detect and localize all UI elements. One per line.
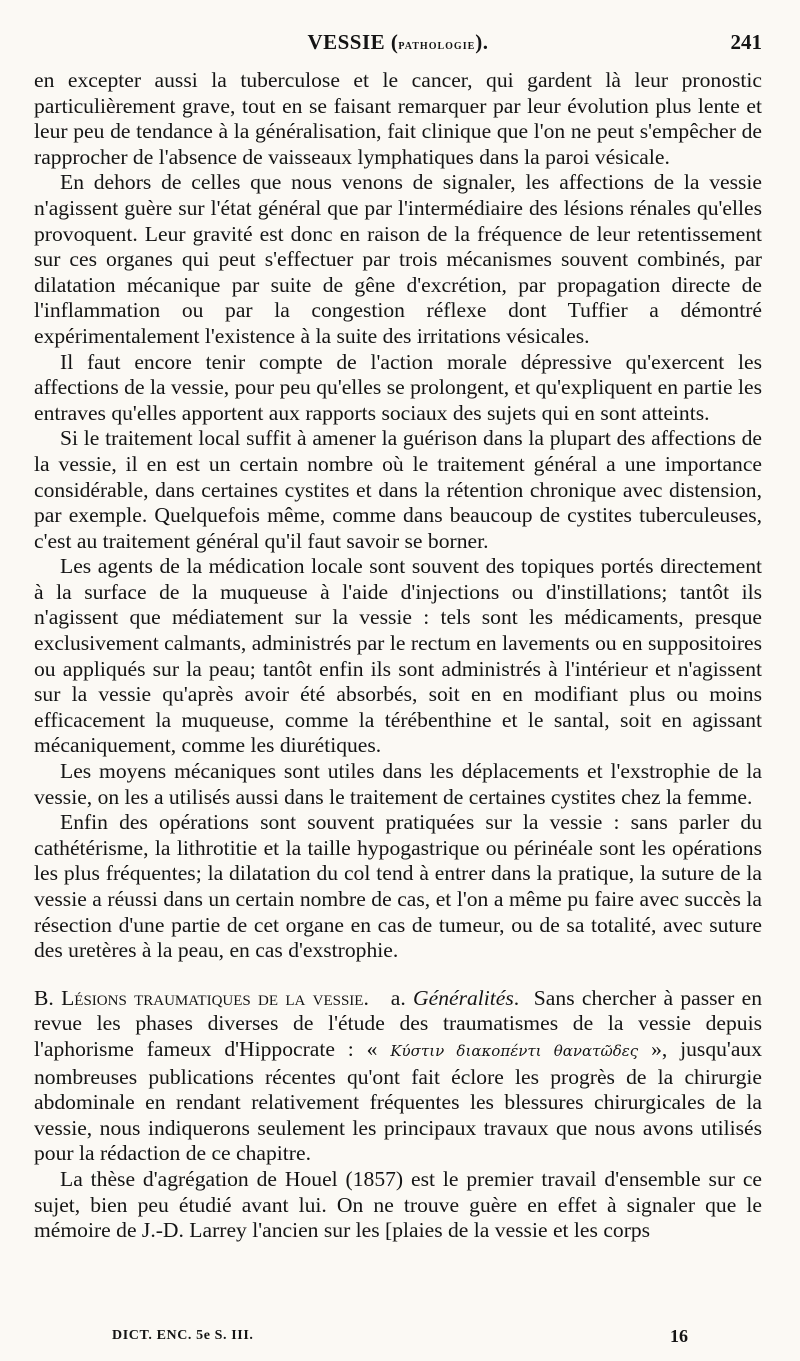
section-heading: Lésions traumatiques de la vessie (61, 985, 364, 1010)
greek-quotation: Κύστιν διακοπέντι θανατῶδες (390, 1041, 639, 1060)
section-paragraph (34, 986, 762, 1167)
page-footer (112, 1326, 688, 1350)
running-title-end: ). (475, 30, 489, 54)
running-title (34, 30, 762, 55)
paragraph: Si le traitement local suffit à amener la guérison dans la plupart des affections de la vessie, il en est un certain nombre où le traitement général a une importance considérable, dans certaines cystites et dans la rétention chronique avec distension, par exemple. Quelquefois même, comme dans beaucoup de cystites tuberculeuses, c'est au traitement général qu'il faut savoir se borner. (34, 426, 762, 553)
sheet-number: 16 (670, 1326, 688, 1346)
paragraph: Enfin des opérations sont souvent pratiquées sur la vessie : sans parler du cathétérisme, la lithrotitie et la taille hypogastrique ou périnéale sont les opérations les plus fréquentes; la dilatation du col tend à entrer dans la pratique, la suture de la vessie a réussi dans un certain nombre de cas, et l'on a même pu faire avec succès la résection d'une partie de cet organe en cas de tumeur, ou de sa totalité, avec suture des uretères à la peau, en cas d'exstrophie. (34, 810, 762, 963)
section-text-continued: », jusqu'aux nombreuses publications récentes qu'ont fait éclore les progrès de la chirurgie abdominale en rendant relativement fréquentes les blessures chirurgicales de la vessie, nous indiquerons seulement les principaux travaux que nous avons utilisés pour la rédaction de ce chapitre. (34, 1036, 762, 1166)
running-title-main: VESSIE ( (307, 30, 399, 54)
subsection-title: Généralités (413, 985, 514, 1010)
section-heading-end: . (363, 985, 369, 1010)
paragraph-continuation: en excepter aussi la tuberculose et le cancer, qui gardent là leur pronostic particulièrement grave, tout en se faisant remarquer par leur évolution plus lente et leur peu de tendance à la généralisation, fait clinique que l'on ne peut s'empêcher de rapprocher de l'absence de vaisseaux lymphatiques dans la paroi vésicale. (34, 68, 762, 169)
printer-signature: DICT. ENC. 5e S. III. (112, 1328, 254, 1343)
section-letter: B. (34, 985, 62, 1010)
body-text (34, 68, 762, 1244)
paragraph: Il faut encore tenir compte de l'action morale dépressive qu'exercent les affections de la vessie, pour peu qu'elles se prolongent, et qu'expliquent en partie les entraves qu'elles apportent aux rapports sociaux des sujets qui en sont atteints. (34, 349, 762, 425)
paragraph: En dehors de celles que nous venons de signaler, les affections de la vessie n'agissent guère sur l'état général que par l'intermédiaire des lésions rénales qu'elles provoquent. Leur gravité est donc en raison de la fréquence de leur retentissement sur ces organes qui peut s'effectuer par trois mécanismes souvent combinés, par dilatation mécanique par suite de gêne d'excrétion, par propagation directe de l'inflammation ou par la congestion réflexe dont Tuffier a démontré expérimentalement l'existence à la suite des irritations vésicales. (34, 170, 762, 348)
subsection-number: a. (390, 985, 414, 1010)
running-title-smallcaps: pathologie (398, 38, 476, 53)
paragraph-last: La thèse d'agrégation de Houel (1857) est le premier travail d'ensemble sur ce sujet, bien peu étudié avant lui. On ne trouve guère en effet à signaler que le mémoire de J.-D. Larrey l'ancien sur les [plaies de la vessie et les corps (34, 1166, 762, 1243)
paragraph: Les agents de la médication locale sont souvent des topiques portés directement à la surface de la muqueuse à l'aide d'injections ou d'instillations; tantôt ils n'agissent que médiatement sur la vessie : tels sont les médicaments, presque exclusivement calmants, administrés par le rectum en lavements ou en suppositoires ou appliqués sur la peau; tantôt enfin ils sont administrés à l'intérieur et n'agissent sur la vessie qu'après avoir été absorbés, soit en en modifiant plus ou moins efficacement la muqueuse, comme la térébenthine et le santal, soit en agissant mécaniquement, comme les diurétiques. (34, 554, 762, 758)
paragraph: Les moyens mécaniques sont utiles dans les déplacements et l'exstrophie de la vessie, on les a utilisés aussi dans le traitement de certaines cystites chez la femme. (34, 759, 762, 809)
section-text: Sans chercher à passer en revue les phases diverses de l'étude des traumatismes de la vessie depuis l'aphorisme fameux d'Hippocrate : « (34, 985, 763, 1061)
page-number: 241 (730, 30, 762, 54)
subsection-title-end: . (513, 985, 520, 1010)
running-header (34, 26, 762, 60)
